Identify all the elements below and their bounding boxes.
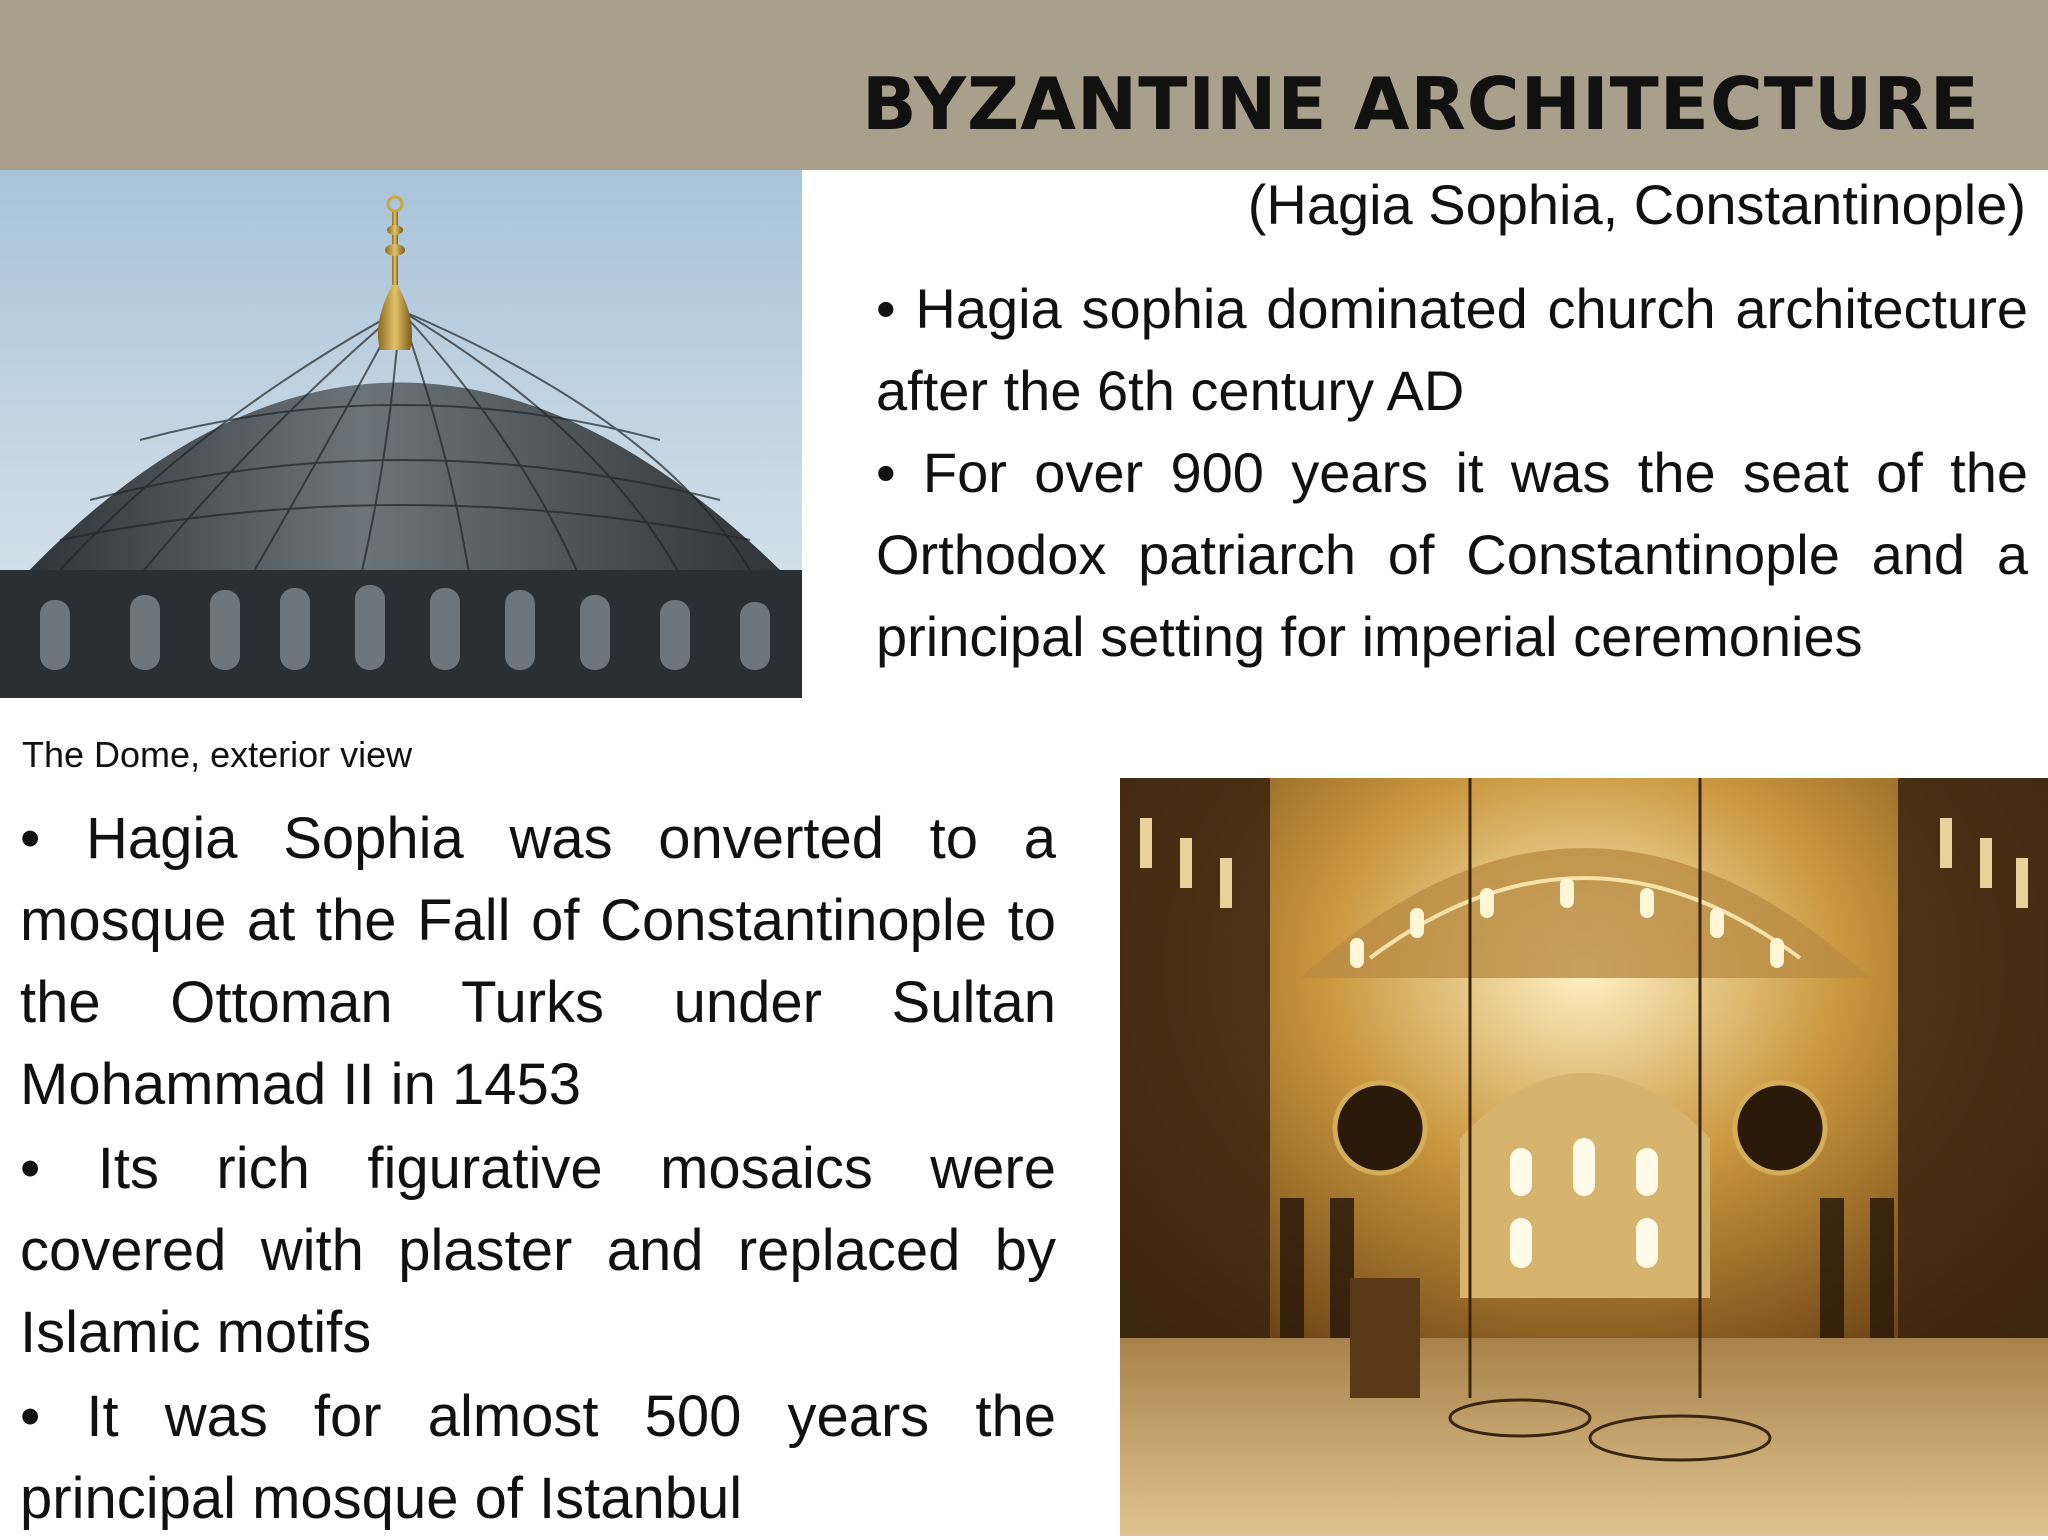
bullet-mosaics: • Its rich figurative mosaics were covered with plaster and replaced by Islamic motifs [20, 1136, 1056, 1365]
dome-caption: The Dome, exterior view [22, 734, 413, 775]
slide-subtitle: (Hagia Sophia, Constantinople) [1247, 173, 2026, 236]
bullet-principal-mosque: • It was for almost 500 years the principal mosque of Istanbul [20, 1384, 1056, 1531]
dome-exterior-photo [0, 170, 802, 698]
interior-photo [1120, 778, 2048, 1536]
slide-title: BYZANTINE ARCHITECTURE [861, 62, 1980, 146]
bullet-converted-mosque: • Hagia Sophia was onverted to a mosque at the Fall of Constantinople to the Ottoman Turks under Sultan Mohammad II in 1453 [20, 806, 1056, 1117]
bullet-church-architecture: • Hagia sophia dominated church architecture after the 6th century AD [876, 277, 2028, 422]
bullet-orthodox-seat: • For over 900 years it was the seat of the Orthodox patriarch of Constantinople and a principal setting for imperial ceremonies [876, 441, 2028, 668]
